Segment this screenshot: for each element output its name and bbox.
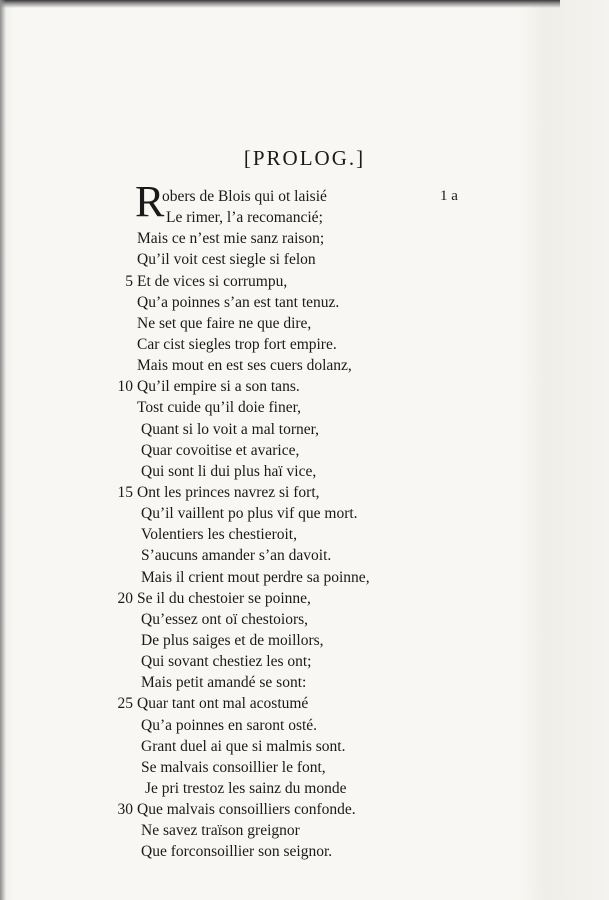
verse-text: Qu’a poinnes s’an est tant tenuz.	[137, 293, 340, 311]
verse-text: Quar tant ont mal acostumé	[137, 695, 309, 713]
verse-line	[0, 228, 609, 249]
verse-text: Qui sont li dui plus haï vice,	[141, 462, 317, 480]
verse-line	[0, 545, 609, 566]
verse-text: Et de vices si corrumpu,	[137, 272, 288, 290]
verse-text: Ne set que faire ne que dire,	[137, 314, 312, 332]
line-number: 15	[117, 483, 133, 501]
verse-line	[0, 186, 609, 207]
verse-line	[0, 503, 609, 524]
verse-text: S’aucuns amander s’an davoit.	[141, 547, 332, 565]
verse-line	[0, 271, 609, 292]
verse-text: Mais il crient mout perdre sa poinne,	[141, 568, 370, 586]
verse-line	[0, 736, 609, 757]
verse-line	[0, 841, 609, 862]
verse-line	[0, 249, 609, 270]
verse-text: Mais ce n’est mie sanz raison;	[137, 230, 325, 248]
verse-line	[0, 292, 609, 313]
verse-text: obers de Blois qui ot laisié	[162, 188, 327, 205]
verse-text: Car cist siegles trop fort empire.	[137, 335, 337, 353]
line-number: 5	[125, 272, 133, 290]
verse-text: Qu’il empire si a son tans.	[137, 378, 300, 396]
verse-line	[0, 820, 609, 841]
line-number: 25	[117, 695, 133, 713]
verse-text: Mais mout en est ses cuers dolanz,	[137, 357, 352, 375]
verse-text: Ne savez traïson greignor	[141, 822, 300, 840]
verse-line	[0, 397, 609, 418]
verse-line	[0, 355, 609, 376]
verse-text: Qu’il voit cest siegle si felon	[137, 251, 316, 269]
verse-text: Qui sovant chestiez les ont;	[141, 653, 312, 671]
line-number: 20	[117, 589, 133, 607]
verse-line	[0, 461, 609, 482]
verse-text: Je pri trestoz les sainz du monde	[145, 779, 347, 797]
verse-line	[0, 693, 609, 714]
verse-line	[0, 482, 609, 503]
line-number: 30	[117, 801, 133, 819]
page-title: [PROLOG.]	[243, 146, 366, 170]
verse-line	[0, 630, 609, 651]
verse-line	[0, 419, 609, 440]
verse-line	[0, 334, 609, 355]
verse-text: De plus saiges et de moillors,	[141, 631, 324, 649]
verse-line	[0, 376, 609, 397]
verse-text: Se il du chestoier se poinne,	[137, 589, 311, 607]
line-number: 10	[117, 378, 133, 396]
page-top-edge	[0, 0, 560, 8]
verse-line	[0, 778, 609, 799]
verse-text: Mais petit amandé se sont:	[141, 674, 307, 692]
verse-text: Qu’essez ont oï chestoiors,	[141, 610, 309, 628]
verse-text: Qu’a poinnes en saront osté.	[141, 716, 318, 734]
verse-text: Se malvais consoillier le font,	[141, 758, 326, 776]
verse-line	[0, 588, 609, 609]
verse-text: Grant duel ai que si malmis sont.	[141, 737, 346, 755]
folio-marker: 1 a	[440, 188, 458, 204]
verse-text: Qu’il vaillent po plus vif que mort.	[141, 505, 358, 523]
verse-line	[0, 757, 609, 778]
verse-text: Volentiers les chestieroit,	[141, 526, 297, 544]
verse-line	[0, 715, 609, 736]
verse-block	[0, 186, 609, 863]
verse-line	[0, 207, 609, 228]
verse-line	[0, 672, 609, 693]
verse-text: Ont les princes navrez si fort,	[137, 483, 320, 501]
verse-text: Tost cuide qu’il doie finer,	[137, 399, 302, 417]
verse-line	[0, 609, 609, 630]
verse-text: Le rimer, l’a recomancié;	[166, 209, 323, 227]
verse-text: Quar covoitise et avarice,	[141, 441, 300, 459]
verse-line	[0, 651, 609, 672]
verse-line	[0, 313, 609, 334]
verse-line	[0, 799, 609, 820]
verse-text: Que forconsoillier son seignor.	[141, 843, 333, 861]
drop-cap: R	[135, 177, 165, 226]
verse-line	[0, 524, 609, 545]
verse-text: Quant si lo voit a mal torner,	[141, 420, 320, 438]
verse-line	[0, 440, 609, 461]
verse-line	[0, 567, 609, 588]
verse-text: Que malvais consoilliers confonde.	[137, 801, 356, 819]
